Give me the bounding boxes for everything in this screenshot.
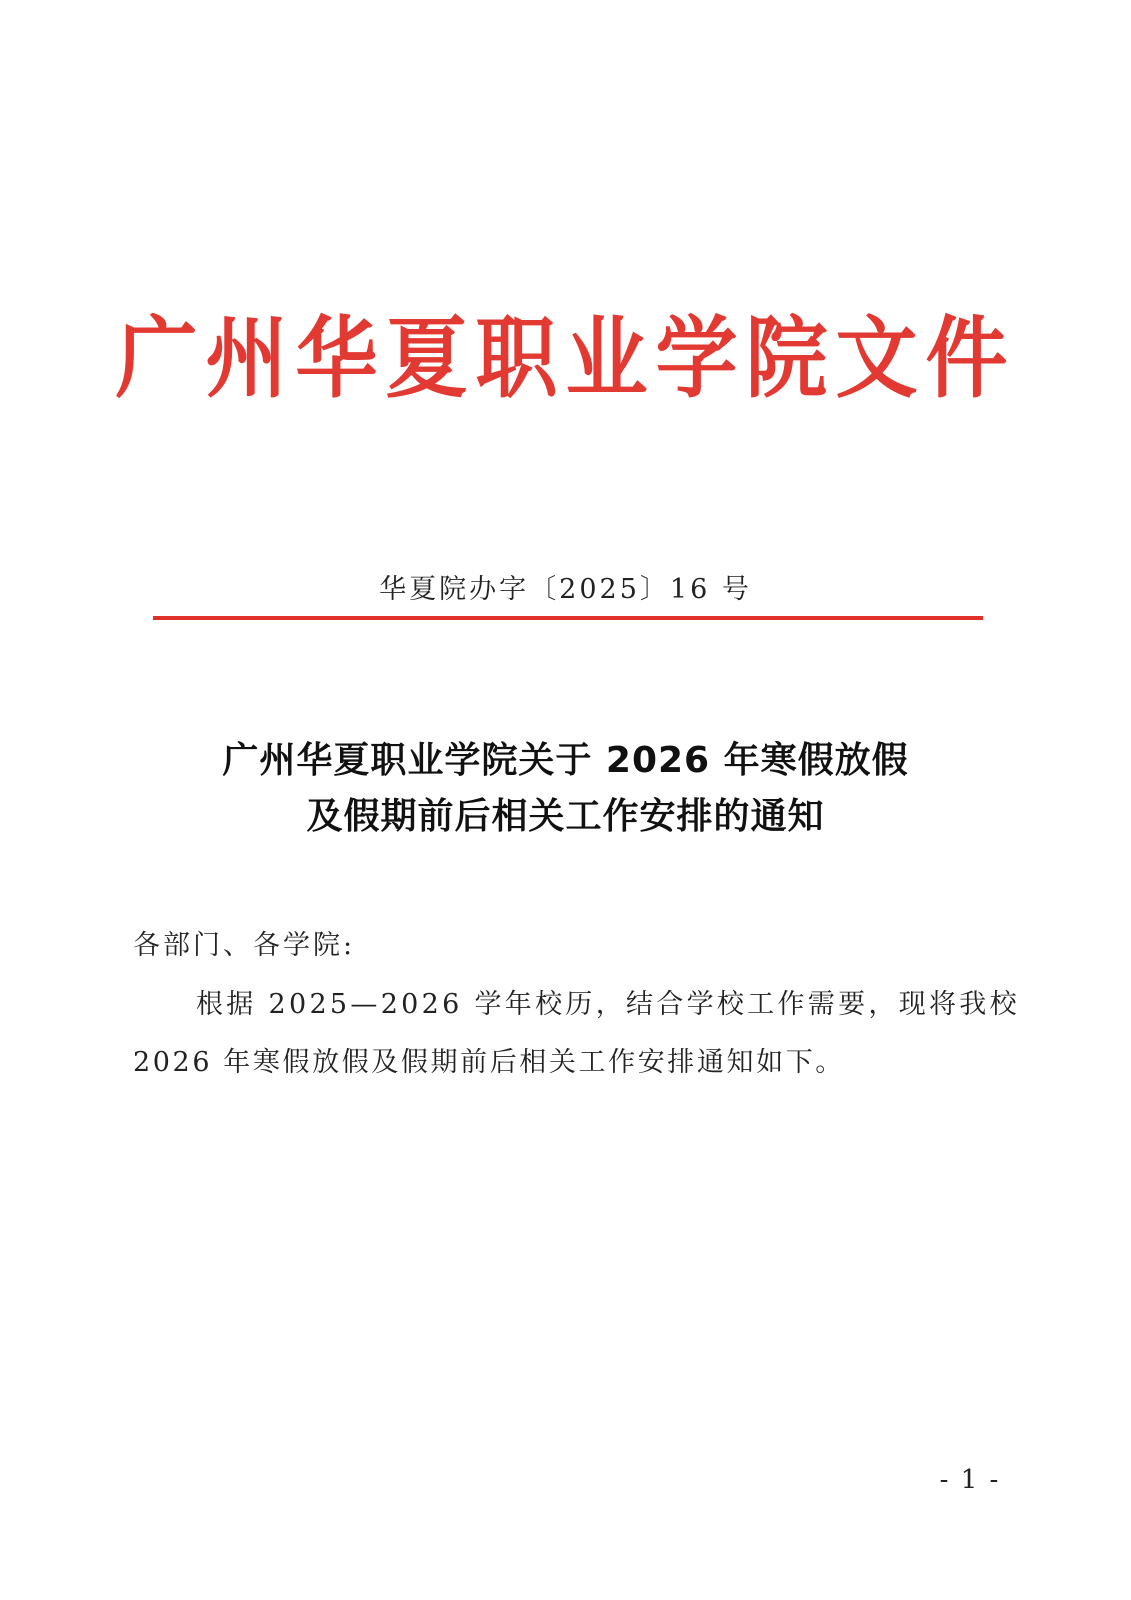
- document-number: 华夏院办字〔2025〕16 号: [379, 574, 752, 605]
- page-number: - 1 -: [939, 1465, 1001, 1495]
- document-masthead: 广州华夏职业学院文件: [115, 308, 1016, 411]
- red-separator-line: [153, 616, 983, 620]
- body-paragraph-line-1: 根据 2025—2026 学年校历，结合学校工作需要，现将我校: [196, 989, 1020, 1020]
- salutation: 各部门、各学院:: [133, 930, 356, 961]
- document-title-line-1: 广州华夏职业学院关于 2026 年寒假放假: [222, 740, 909, 781]
- body-paragraph-line-2: 2026 年寒假放假及假期前后相关工作安排通知如下。: [133, 1047, 845, 1078]
- document-title: [0, 733, 1131, 845]
- document-title-line-2: 及假期前后相关工作安排的通知: [306, 796, 825, 837]
